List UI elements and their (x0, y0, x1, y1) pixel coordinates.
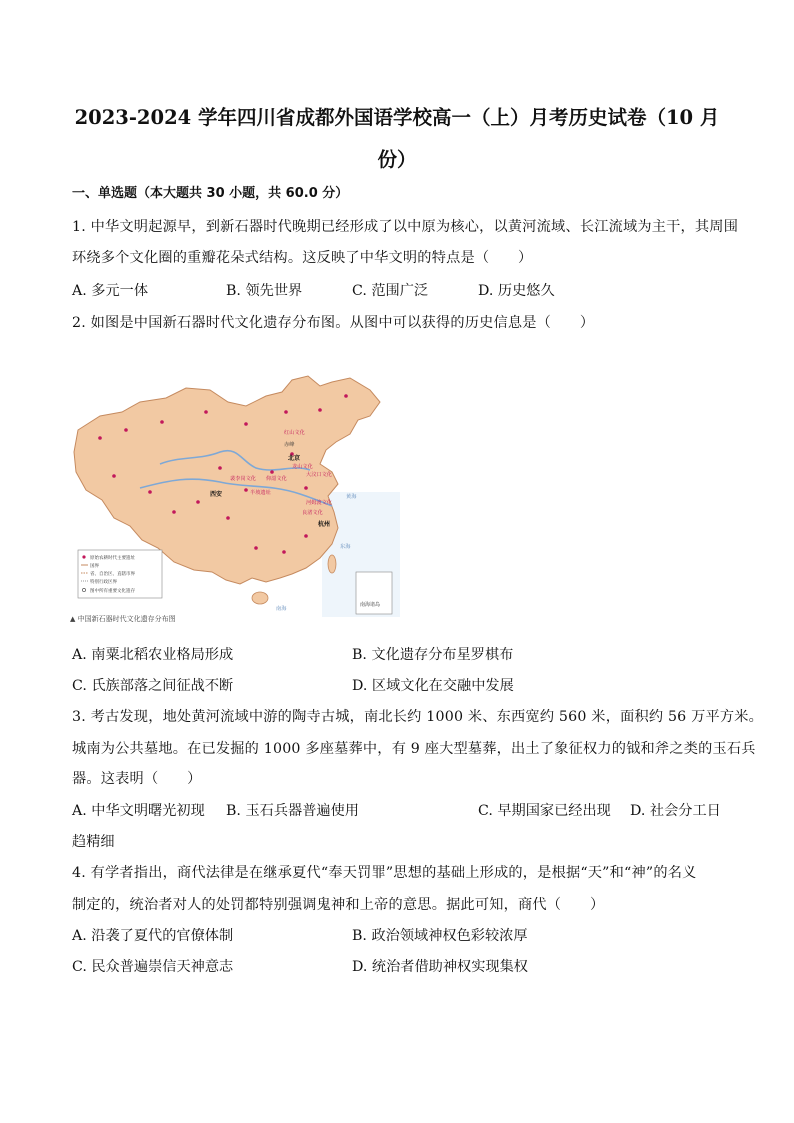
q3-option-a[interactable]: A. 中华文明曙光初现 (72, 803, 205, 819)
q2-option-a[interactable]: A. 南粟北稻农业格局形成 (72, 647, 234, 663)
q4-option-b[interactable]: B. 政治领域神权色彩较浓厚 (352, 928, 528, 944)
q2-option-c[interactable]: C. 氏族部落之间征战不断 (72, 678, 234, 694)
q1-stem-line-2: 环绕多个文化圈的重瓣花朵式结构。这反映了中华文明的特点是（ ） (72, 250, 533, 266)
label-peiligang: 裴李岗文化 (230, 476, 256, 482)
title-line-1: 2023-2024 学年四川省成都外国语学校高一（上）月考历史试卷（10 月 (74, 106, 720, 129)
label-hangzhou: 杭州 (318, 521, 331, 528)
q1-stem-line-1: 1. 中华文明起源早，到新石器时代晚期已经形成了以中原为核心，以黄河流域、长江流域为主干，其周围 (72, 219, 739, 235)
map-figure (70, 372, 400, 617)
label-hongshan: 红山文化 (284, 430, 305, 436)
label-dawenkou: 大汶口文化 (306, 472, 332, 478)
label-beijing: 北京 (288, 455, 301, 462)
q1-option-b[interactable]: B. 领先世界 (226, 283, 303, 299)
q4-option-c[interactable]: C. 民众普遍崇信天神意志 (72, 959, 234, 975)
label-yellow-sea: 黄海 (346, 494, 357, 500)
q2-option-d[interactable]: D. 区域文化在交融中发展 (352, 678, 514, 694)
label-liangzhu: 良渚文化 (302, 510, 323, 516)
label-xian: 西安 (210, 491, 223, 498)
q3-option-d[interactable]: D. 社会分工日 (630, 803, 721, 819)
section-heading: 一、单选题（本大题共 30 小题，共 60.0 分） (72, 186, 349, 201)
page-title (60, 97, 734, 181)
legend-item-4: 特别行政区界 (90, 580, 117, 585)
legend-item-5: 图中所有重要文化遗存 (90, 589, 135, 594)
hainan-island (252, 592, 268, 604)
q1-option-a[interactable]: A. 多元一体 (72, 283, 149, 299)
q3-stem-line-3: 器。这表明（ ） (72, 771, 202, 787)
legend-item-1: 原始农耕时代主要遗址 (90, 556, 135, 561)
label-yangshao: 仰韶文化 (266, 476, 287, 482)
label-south-sea: 南海 (276, 606, 287, 612)
q3-stem-line-1: 3. 考古发现，地处黄河流域中游的陶寺古城，南北长约 1000 米、东西宽约 560 米，面积约 56 万平方米。 (72, 709, 764, 725)
map-caption: ▲ 中国新石器时代文化遗存分布图 (70, 615, 176, 623)
label-hemudu: 河姆渡文化 (306, 500, 332, 506)
neolithic-culture-map (70, 372, 400, 630)
q2-option-b[interactable]: B. 文化遗存分布星罗棋布 (352, 647, 514, 663)
inset-label: 南海诸岛 (360, 602, 381, 608)
q3-option-d-wrap: 趋精细 (72, 834, 115, 850)
q4-option-a[interactable]: A. 沿袭了夏代的官僚体制 (72, 928, 234, 944)
q1-option-c[interactable]: C. 范围广泛 (352, 283, 429, 299)
q3-option-c[interactable]: C. 早期国家已经出现 (478, 803, 611, 819)
q3-stem-line-2: 城南为公共墓地。在已发掘的 1000 多座墓葬中，有 9 座大型墓葬，出土了象征权力的钺和斧之类的玉石兵 (72, 741, 756, 757)
legend-item-2: 国界 (90, 564, 99, 569)
label-chifeng: 赤峰 (284, 442, 295, 448)
q4-stem-line-1: 4. 有学者指出，商代法律是在继承夏代“奉天罚罪”思想的基础上形成的，是根据“天”和“神”的名义 (72, 865, 697, 881)
label-banpo: 半坡遗址 (250, 490, 271, 496)
legend-item-3: 省、自治区、直辖市界 (90, 572, 135, 577)
q2-stem-line-1: 2. 如图是中国新石器时代文化遗存分布图。从图中可以获得的历史信息是（ ） (72, 315, 595, 331)
label-longshan: 龙山文化 (292, 464, 313, 470)
label-east-sea: 东海 (340, 544, 351, 550)
taiwan-island (328, 555, 336, 573)
q1-option-d[interactable]: D. 历史悠久 (478, 283, 555, 299)
q4-stem-line-2: 制定的，统治者对人的处罚都特别强调鬼神和上帝的意思。据此可知，商代（ ） (72, 897, 605, 913)
q3-option-b[interactable]: B. 玉石兵器普遍使用 (226, 803, 359, 819)
title-line-2: 份） (377, 148, 417, 171)
q4-option-d[interactable]: D. 统治者借助神权实现集权 (352, 959, 528, 975)
